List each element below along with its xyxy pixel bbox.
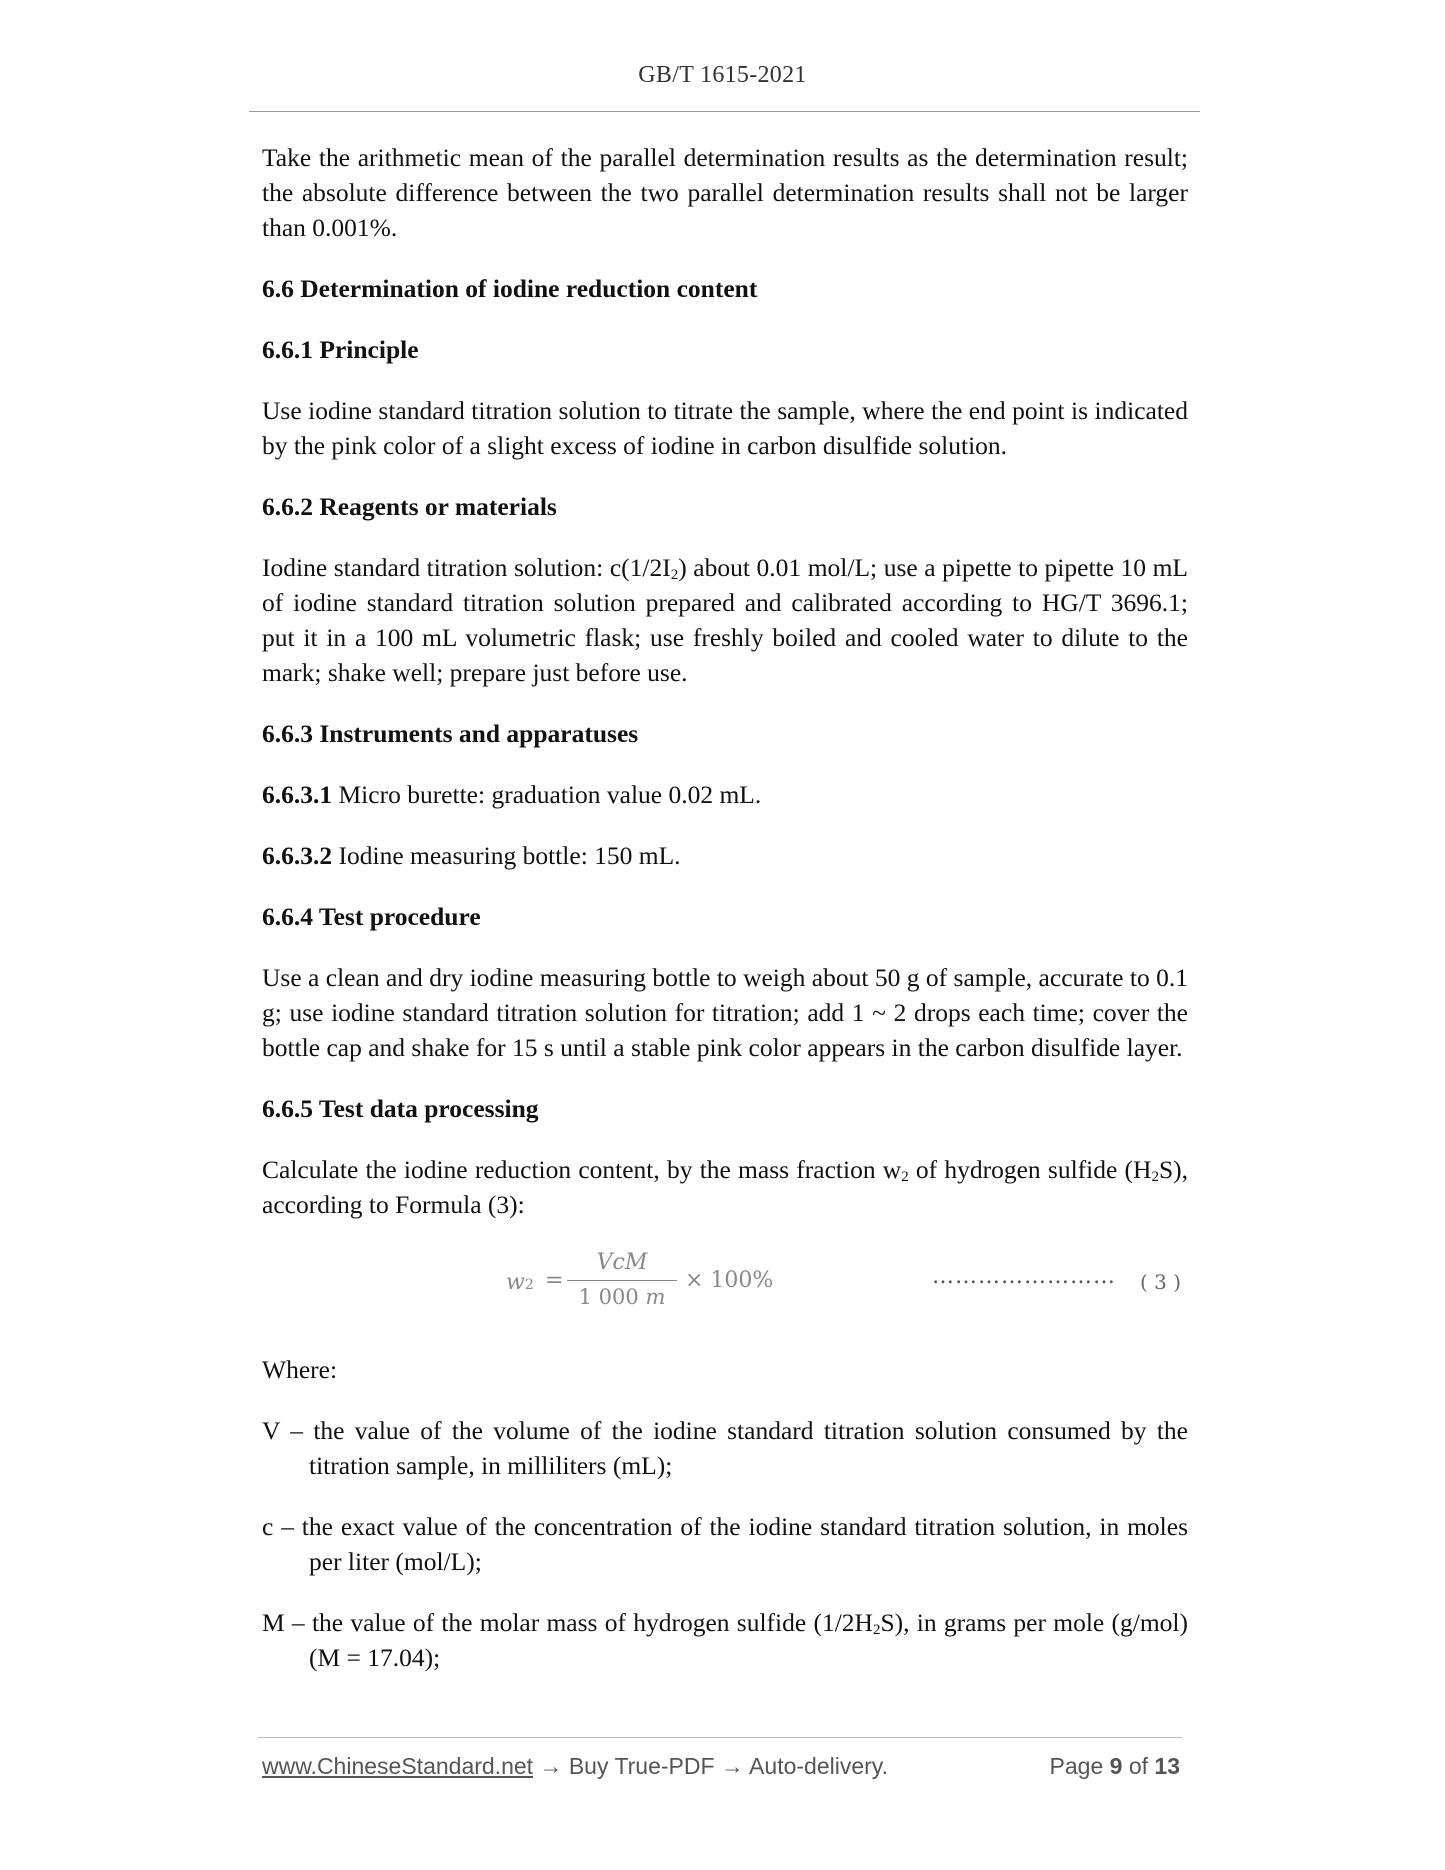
definition-M-subscript: 2 [872, 1622, 881, 1638]
page-total: 13 [1154, 1753, 1180, 1779]
formula-leader-dots: …………………… [932, 1264, 1116, 1289]
footer [262, 1753, 1182, 1787]
where-label: Where: [262, 1355, 338, 1384]
reagents-subscript: 2 [670, 567, 679, 583]
item-number: 6.6.3.2 [262, 841, 333, 870]
calculation-paragraph [262, 1152, 1188, 1222]
formula-times-100: × 100% [685, 1268, 774, 1293]
section-heading-6-6-2: 6.6.2 Reagents or materials [262, 492, 557, 521]
calc-text-1: Calculate the iodine reduction content, by the mass fraction w [262, 1155, 902, 1184]
calc-subscript-2: 2 [1151, 1169, 1159, 1185]
item-text: Micro burette: graduation value 0.02 mL. [332, 780, 762, 809]
chinesestandard-link[interactable]: www.ChineseStandard.net [262, 1753, 534, 1779]
formula-denominator [567, 1283, 677, 1311]
intro-paragraph: Take the arithmetic mean of the parallel determination results as the determination result; the absolute difference between the two parallel determination results shall not be larger than 0.001%. [262, 143, 1188, 242]
reagents-text-1: Iodine standard titration solution: c(1/2I [262, 553, 671, 582]
footer-left [262, 1753, 888, 1780]
definition-M-text-1: M – the value of the molar mass of hydrogen sulfide (1/2H [262, 1608, 873, 1637]
page-indicator [1050, 1753, 1180, 1780]
formula-lhs [506, 1270, 534, 1295]
formula-lhs-subscript: 2 [524, 1277, 534, 1293]
header-divider [249, 111, 1200, 112]
denominator-number: 1 000 [578, 1285, 646, 1309]
formula-fraction [567, 1248, 677, 1311]
formula-lhs-var: w [506, 1270, 525, 1295]
procedure-paragraph: Use a clean and dry iodine measuring bottle to weigh about 50 g of sample, accurate to 0.1 g; use iodine standard titration solution for titration; add 1 ~ 2 drops each time; cover the bottle cap and shake for 15 s until a stable pink color appears in the carbon disulfide layer. [262, 963, 1188, 1062]
section-heading-6-6-5: 6.6.5 Test data processing [262, 1094, 539, 1123]
section-heading-6-6-4: 6.6.4 Test procedure [262, 902, 481, 931]
item-text: Iodine measuring bottle: 150 mL. [332, 841, 681, 870]
formula-number: ( 3 ) [1140, 1270, 1182, 1294]
denominator-variable: m [645, 1285, 666, 1309]
calc-text-3: S), according to Formula (3): [262, 1155, 1188, 1219]
of-label: of [1128, 1753, 1149, 1779]
page-label: Page [1049, 1753, 1104, 1779]
item-6-6-3-2 [262, 838, 1188, 873]
fraction-bar [567, 1280, 677, 1281]
reagents-text-2: ) about 0.01 mol/L; use a pipette to pipette 10 mL of iodine standard titration solution prepared and calibrated according to HG/T 3696.1; put it in a 100 mL volumetric flask; use freshly boiled and cooled water to dilute to the mark; shake well; prepare just before use. [262, 553, 1188, 687]
section-heading-6-6-1: 6.6.1 Principle [262, 335, 419, 364]
definition-M-text-2: S), in grams per mole (g/mol) (M = 17.04); [309, 1608, 1188, 1672]
item-number: 6.6.3.1 [262, 780, 333, 809]
section-heading-6-6-3: 6.6.3 Instruments and apparatuses [262, 719, 639, 748]
page-content [262, 140, 1188, 1701]
calc-text-2: of hydrogen sulfide (H [908, 1155, 1152, 1184]
page-number: 9 [1109, 1753, 1123, 1779]
definition-M [262, 1605, 1188, 1675]
item-6-6-3-1 [262, 777, 1188, 812]
footer-divider [258, 1737, 1182, 1738]
formula-equals: = [545, 1268, 564, 1293]
definition-V: V – the value of the volume of the iodine standard titration solution consumed by the titration sample, in milliliters (mL); [262, 1416, 1188, 1480]
header-title: GB/T 1615-2021 [638, 62, 807, 88]
formula-3 [262, 1248, 1188, 1318]
definition-c: c – the exact value of the concentration of the iodine standard titration solution, in moles per liter (mol/L); [262, 1512, 1188, 1576]
reagents-paragraph [262, 550, 1188, 690]
calc-subscript-1: 2 [901, 1169, 909, 1185]
formula-numerator: VcM [596, 1250, 648, 1275]
principle-paragraph: Use iodine standard titration solution to titrate the sample, where the end point is indicated by the pink color of a slight excess of iodine in carbon disulfide solution. [262, 396, 1188, 460]
section-heading-6-6: 6.6 Determination of iodine reduction content [262, 274, 758, 303]
footer-text: → Buy True-PDF → Auto-delivery. [533, 1753, 888, 1779]
